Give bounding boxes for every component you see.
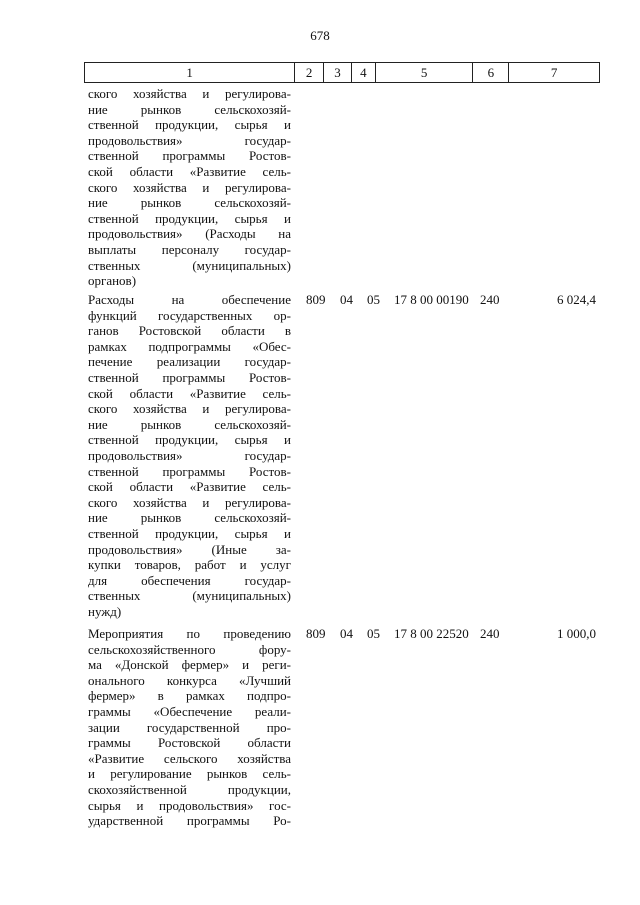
header-col-4: 4 — [352, 63, 376, 82]
description-line: сырья и продовольствия» гос- — [88, 797, 291, 813]
description-line: ударственной программы Ро- — [88, 813, 291, 829]
description-line: продовольствия» (Иные за- — [88, 541, 291, 557]
page-number: 678 — [310, 28, 330, 43]
section-code: 04 — [340, 626, 353, 641]
row-description — [88, 626, 291, 829]
row-description — [88, 292, 291, 619]
subsection-code: 05 — [367, 292, 380, 307]
description-line: «Развитие сельского хозяйства — [88, 750, 291, 766]
row-description — [88, 86, 291, 289]
header-col-3: 3 — [324, 63, 352, 82]
description-line: ние рынков сельскохозяй- — [88, 195, 291, 211]
description-line: продовольствия» (Расходы на — [88, 226, 291, 242]
table-header — [84, 62, 600, 83]
description-line: ственной продукции, сырья и — [88, 117, 291, 133]
description-line: ственной программы Ростов- — [88, 148, 291, 164]
expense-type-code: 240 — [480, 626, 500, 641]
description-line: граммы Ростовской области — [88, 735, 291, 751]
description-line: для обеспечения государ- — [88, 572, 291, 588]
description-line: выплаты персоналу государ- — [88, 241, 291, 257]
description-line: ской области «Развитие сель- — [88, 479, 291, 495]
description-line: ственных (муниципальных) — [88, 588, 291, 604]
description-line: продовольствия» государ- — [88, 132, 291, 148]
description-line: скохозяйственной продукции, — [88, 781, 291, 797]
description-line: зации государственной про- — [88, 719, 291, 735]
description-line: ской области «Развитие сель- — [88, 163, 291, 179]
description-line: граммы «Обеспечение реали- — [88, 703, 291, 719]
description-line: ского хозяйства и регулирова- — [88, 179, 291, 195]
amount-value: 6 024,4 — [557, 292, 596, 307]
description-line: ского хозяйства и регулирова- — [88, 401, 291, 417]
description-line: ственных (муниципальных) — [88, 257, 291, 273]
description-line: Расходы на обеспечение — [88, 292, 291, 307]
description-line: ской области «Развитие сель- — [88, 385, 291, 401]
description-line: купки товаров, работ и услуг — [88, 557, 291, 573]
description-line: продовольствия» государ- — [88, 447, 291, 463]
description-line: фермер» в рамках подпро- — [88, 688, 291, 704]
ministry-code: 809 — [306, 292, 326, 307]
header-col-6: 6 — [473, 63, 509, 82]
target-article-code: 17 8 00 22520 — [394, 626, 469, 641]
description-line: Мероприятия по проведению — [88, 626, 291, 641]
description-line: функций государственных ор- — [88, 307, 291, 323]
subsection-code: 05 — [367, 626, 380, 641]
description-line: нужд) — [88, 603, 122, 619]
amount-value: 1 000,0 — [557, 626, 596, 641]
description-line: ственной продукции, сырья и — [88, 432, 291, 448]
description-line: ганов Ростовской области в — [88, 323, 291, 339]
ministry-code: 809 — [306, 626, 326, 641]
description-line: рамках подпрограммы «Обес- — [88, 338, 291, 354]
description-line: ние рынков сельскохозяй- — [88, 510, 291, 526]
description-line: ственной продукции, сырья и — [88, 210, 291, 226]
header-col-7: 7 — [550, 65, 558, 80]
expense-type-code: 240 — [480, 292, 500, 307]
target-article-code: 17 8 00 00190 — [394, 292, 469, 307]
description-line: ние рынков сельскохозяй- — [88, 416, 291, 432]
section-code: 04 — [340, 292, 353, 307]
description-line: печение реализации государ- — [88, 354, 291, 370]
description-line: ние рынков сельскохозяй- — [88, 101, 291, 117]
header-col-1: 1 — [85, 63, 295, 82]
description-line: онального конкурса «Лучший — [88, 672, 291, 688]
description-line: и регулирование рынков сель- — [88, 766, 291, 782]
description-line: ственной программы Ростов- — [88, 463, 291, 479]
description-line: ского хозяйства и регулирова- — [88, 494, 291, 510]
description-line: ственной продукции, сырья и — [88, 525, 291, 541]
description-line: ственной программы Ростов- — [88, 369, 291, 385]
header-col-2: 2 — [295, 63, 324, 82]
description-line: ского хозяйства и регулирова- — [88, 86, 291, 101]
description-line: сельскохозяйственного фору- — [88, 641, 291, 657]
header-col-5: 5 — [376, 63, 474, 82]
description-line: ма «Донской фермер» и реги- — [88, 657, 291, 673]
description-line: органов) — [88, 273, 137, 289]
